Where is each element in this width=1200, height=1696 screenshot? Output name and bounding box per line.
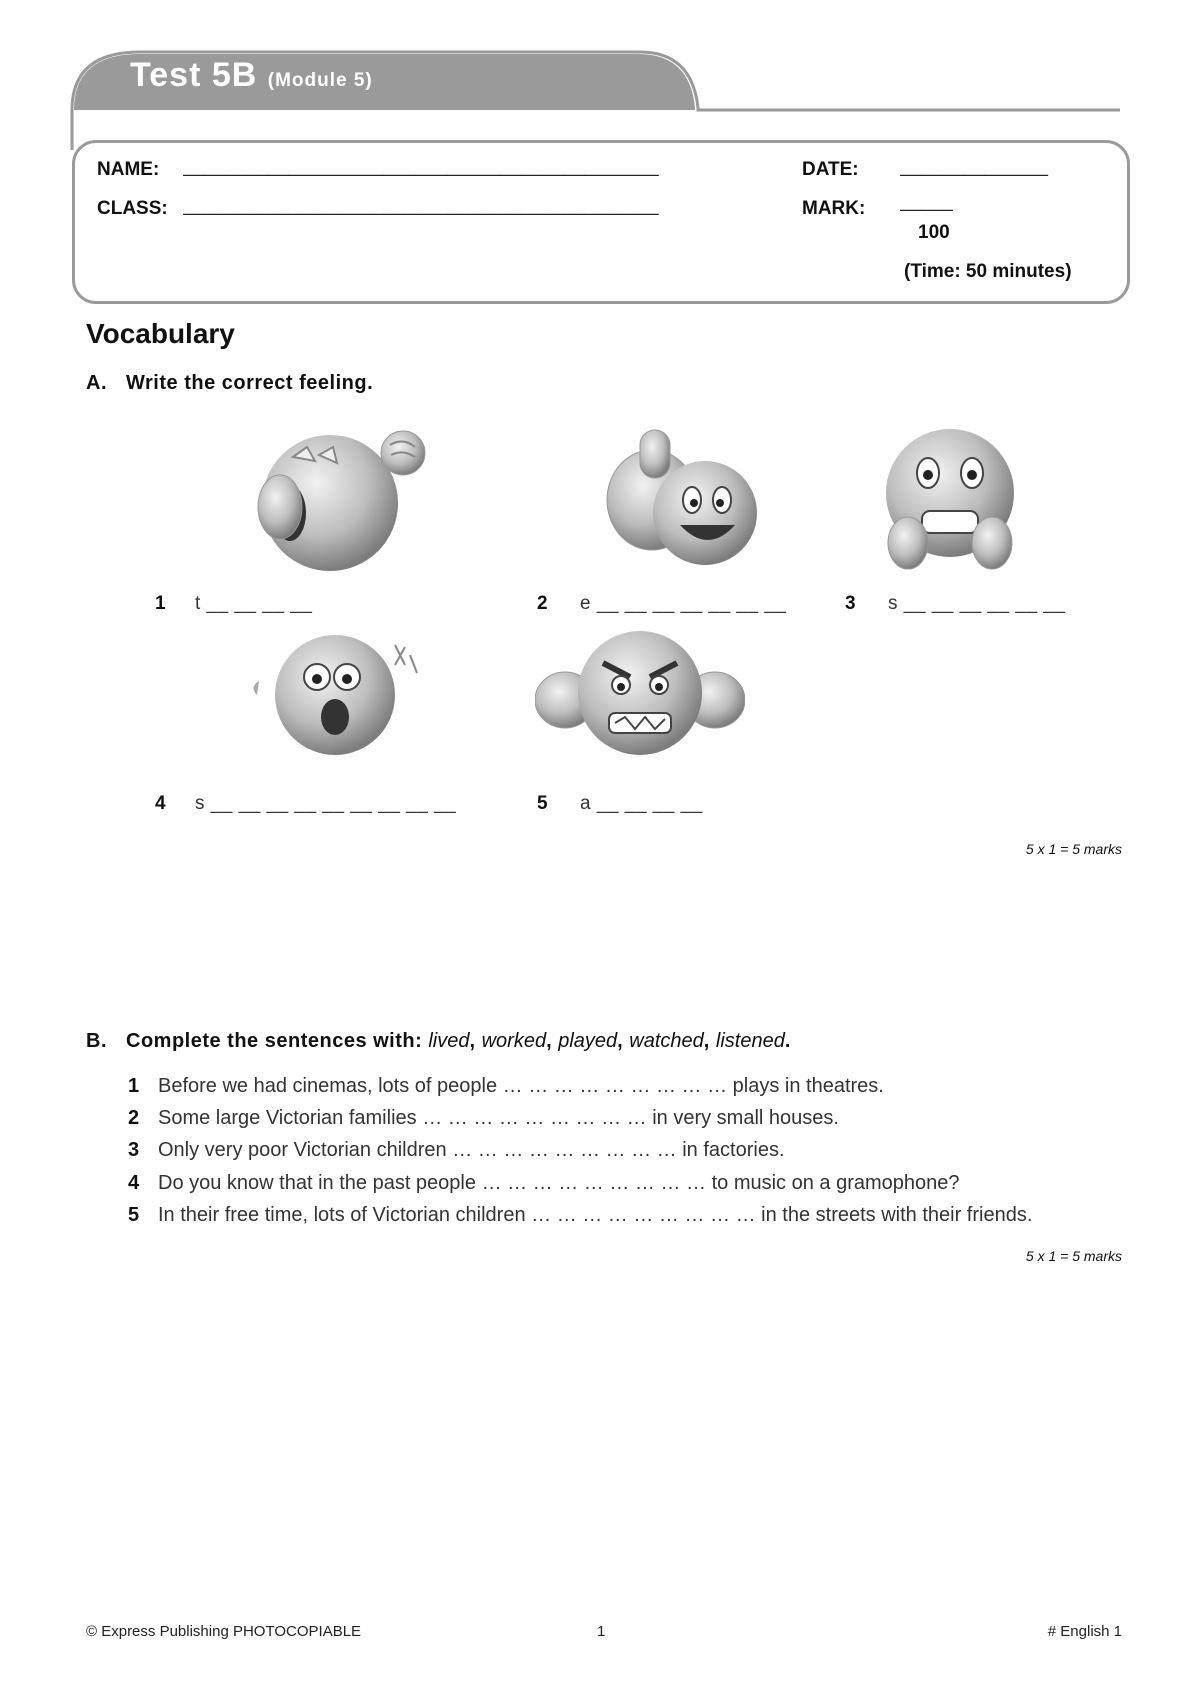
sentence-3-after: in factories. [682, 1139, 785, 1161]
module-label: (Module 5) [267, 70, 373, 91]
mark-field[interactable]: _____ [900, 191, 953, 212]
sentence-3-before: Only very poor Victorian children [158, 1139, 447, 1161]
sentence-1-blank[interactable]: … … … … … … … … … [502, 1075, 728, 1097]
sentence-3-number: 3 [128, 1139, 140, 1161]
sentence-5-before: In their free time, lots of Victorian children [158, 1204, 526, 1226]
footer-page-number: 1 [597, 1623, 606, 1640]
sentence-4 [128, 1172, 960, 1195]
scared-face-icon [880, 425, 1020, 575]
task-a-instruction: Write the correct feeling. [126, 372, 374, 394]
sentence-5-number: 5 [128, 1204, 140, 1226]
test-title-text: Test 5B [130, 56, 258, 94]
footer-course: # English 1 [1047, 1623, 1122, 1640]
sentence-2-after: in very small houses. [652, 1107, 839, 1129]
sentence-5-blank[interactable]: … … … … … … … … … [531, 1204, 756, 1226]
item-1-number: 1 [155, 593, 166, 614]
name-label: NAME: [97, 159, 160, 180]
surprised-face-icon [245, 625, 425, 765]
task-b-instruction: Complete the sentences with: [126, 1030, 423, 1052]
tired-face-icon [235, 425, 435, 575]
word-watched: watched [629, 1030, 704, 1052]
sentence-3-blank[interactable]: … … … … … … … … … [452, 1139, 677, 1161]
class-field[interactable]: _____________________________________________ [183, 195, 659, 216]
footer-copyright: © Express Publishing PHOTOCOPIABLE [86, 1623, 362, 1640]
item-3-number: 3 [845, 593, 856, 614]
item-1-answer[interactable]: t __ __ __ __ [195, 593, 313, 614]
item-3-answer[interactable]: s __ __ __ __ __ __ [888, 593, 1066, 614]
sentence-1-after: plays in theatres. [732, 1075, 884, 1097]
angry-face-icon [535, 625, 745, 765]
task-b-heading: B. Complete the sentences with: lived, worked, played, watched, listened. [86, 1030, 791, 1052]
section-title-vocabulary: Vocabulary [86, 318, 235, 349]
sentence-4-before: Do you know that in the past people [158, 1172, 476, 1194]
mark-total: 100 [918, 222, 950, 243]
sentence-2-blank[interactable]: … … … … … … … … … [422, 1107, 647, 1129]
word-listened: listened [715, 1030, 785, 1052]
date-label: DATE: [802, 159, 859, 180]
sentence-2-number: 2 [128, 1107, 140, 1129]
item-2-number: 2 [537, 593, 548, 614]
sentence-4-blank[interactable]: … … … … … … … … … [481, 1172, 707, 1194]
sentence-2 [128, 1107, 839, 1130]
sentence-2-before: Some large Victorian families [158, 1107, 417, 1129]
task-b-letter: B. [86, 1030, 107, 1052]
mark-label: MARK: [802, 198, 866, 219]
sentence-4-number: 4 [128, 1172, 140, 1194]
excited-face-icon [600, 425, 770, 575]
sentence-1-before: Before we had cinemas, lots of people [158, 1075, 498, 1097]
word-worked: worked [481, 1030, 547, 1052]
sentence-5-after: in the streets with their friends. [761, 1204, 1033, 1226]
task-a-marks: 5 x 1 = 5 marks [1025, 841, 1122, 857]
word-lived: lived [428, 1030, 470, 1052]
item-5-answer[interactable]: a __ __ __ __ [580, 793, 703, 814]
test-title [130, 56, 373, 95]
item-4-number: 4 [155, 793, 166, 814]
item-4-answer[interactable]: s __ __ __ __ __ __ __ __ __ [195, 793, 457, 814]
sentence-3 [128, 1139, 785, 1162]
date-field[interactable]: ______________ [900, 156, 1048, 177]
sentence-4-after: to music on a gramophone? [711, 1172, 960, 1194]
task-b-marks: 5 x 1 = 5 marks [1025, 1248, 1122, 1264]
item-5-number: 5 [537, 793, 548, 814]
class-label: CLASS: [97, 198, 168, 219]
item-2-answer[interactable]: e __ __ __ __ __ __ __ [580, 593, 787, 614]
task-a-letter: A. [86, 372, 107, 394]
sentence-1 [128, 1075, 884, 1098]
name-field[interactable]: _____________________________________________ [183, 156, 659, 177]
word-played: played [558, 1030, 618, 1052]
sentence-5 [128, 1204, 1032, 1227]
time-note: (Time: 50 minutes) [904, 261, 1072, 282]
task-a-heading [86, 372, 373, 395]
sentence-1-number: 1 [128, 1075, 140, 1097]
